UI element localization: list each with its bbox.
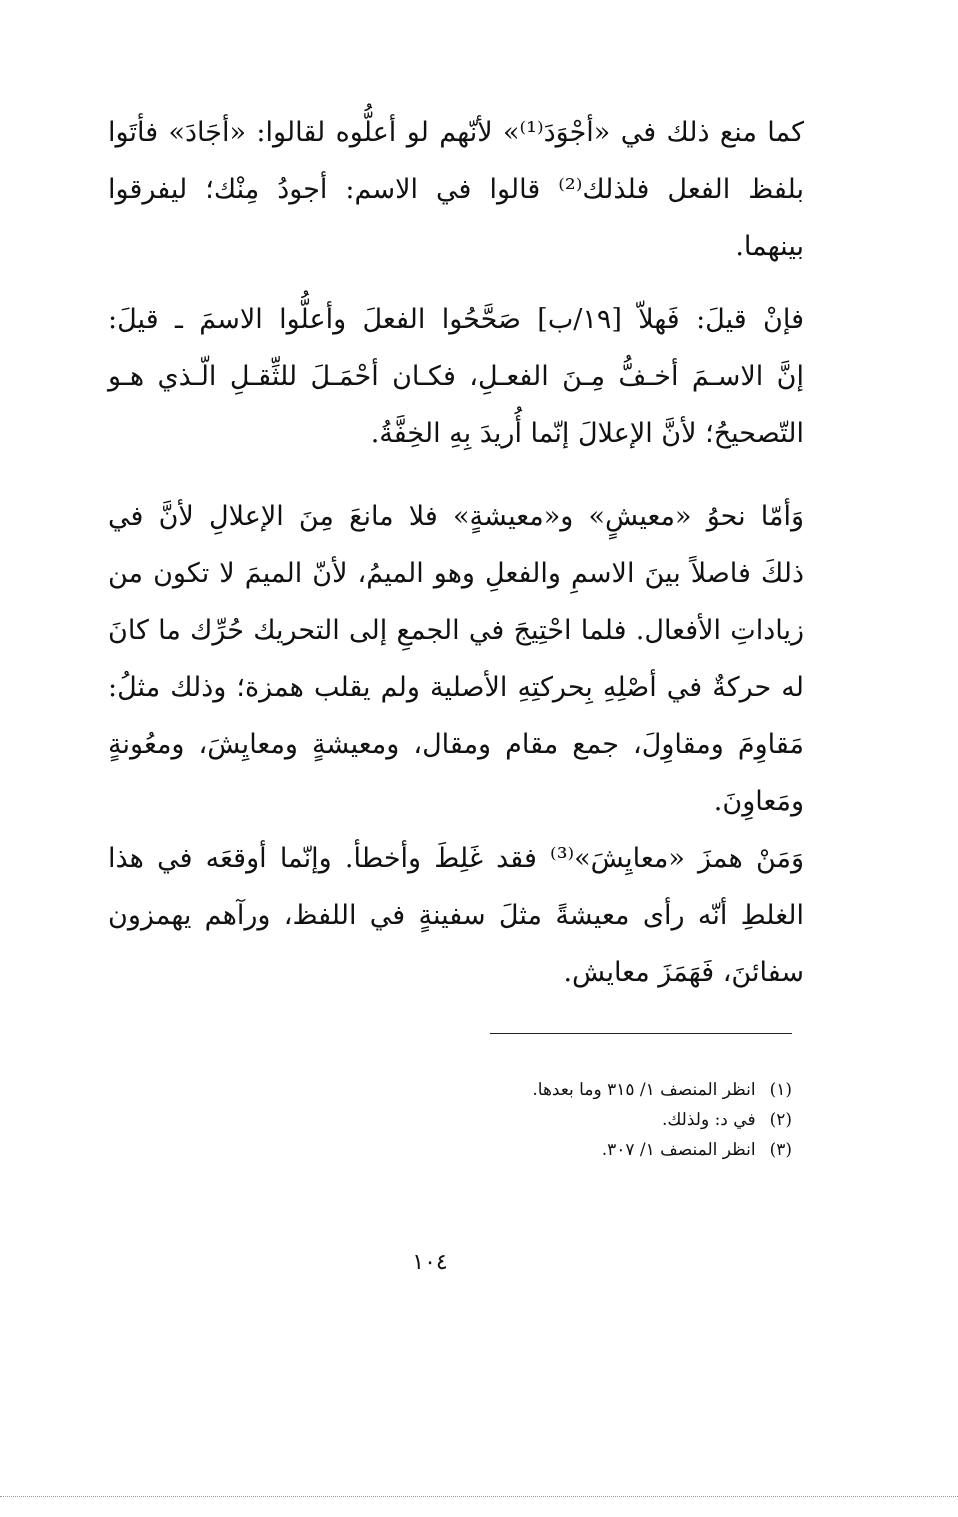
text-line: مَقاوِمَ ومقاوِلَ، جمع مقام ومقال، ومعيشةٍ ومعايِشَ، ومعُونةٍ: [108, 729, 804, 760]
footnote-text: انظر المنصف ١/ ٣١٥ وما بعدها.: [532, 1080, 756, 1100]
footnote-1: [532, 1075, 792, 1105]
text-line: وَمَنْ همزَ «معايِشَ»⁽³⁾ فقد غَلِطَ وأخطأ. وإنّما أوقعَه في هذا: [108, 843, 804, 874]
text-line: ومَعاوِنَ.: [713, 786, 804, 817]
text-line: بينهما.: [735, 231, 804, 262]
text-line: إنَّ الاسـمَ أخـفُّ مِـنَ الفعـلِ، فكـان أحْمَـلَ للثِّقـلِ الّـذي هـو: [108, 361, 804, 392]
text-line: الغلطِ أنّه رأى معيشةً مثلَ سفينةٍ في اللفظ، ورآهم يهمزون: [108, 900, 804, 931]
paragraph-2: [108, 291, 804, 462]
footnote-number: (١): [769, 1080, 792, 1100]
page-number: ١٠٤: [412, 1250, 448, 1275]
text-line: كما منع ذلك في «أجْوَدَ⁽¹⁾» لأنّهم لو أعلُّوه لقالوا: «أجَادَ» فأتَوا: [108, 117, 804, 148]
footnote-text: في د: ولذلك.: [661, 1110, 756, 1130]
text-line: زياداتِ الأفعال. فلما احْتِيجَ في الجمعِ إلى التحريك حُرِّك ما كانَ: [108, 615, 804, 646]
text-line: ذلكَ فاصلاً بينَ الاسمِ والفعلِ وهو الميمُ، لأنّ الميمَ لا تكون من: [108, 558, 804, 589]
text-line: سفائنَ، فَهَمَزَ معايش.: [563, 957, 804, 988]
footnote-text: انظر المنصف ١/ ٣٠٧.: [601, 1140, 756, 1160]
paragraph-1: [108, 104, 804, 275]
footnotes: [532, 1075, 792, 1165]
text-line: التّصحيحُ؛ لأنَّ الإعلالَ إنّما أُريدَ بِهِ الخِفَّةُ.: [370, 418, 804, 449]
scan-edge-divider: [0, 1496, 958, 1497]
footnote-number: (٢): [769, 1110, 792, 1130]
text-line: فإنْ قيلَ: فَهلاّ [١٩/ب] صَحَّحُوا الفعلَ وأعلُّوا الاسمَ ـ قيلَ:: [108, 304, 804, 335]
text-line: بلفظ الفعل فلذلك⁽²⁾ قالوا في الاسم: أجودُ مِنْك؛ ليفرقوا: [108, 174, 804, 205]
paragraph-4: [108, 830, 804, 1001]
footnote-separator: [490, 1033, 792, 1034]
footnote-3: [532, 1135, 792, 1165]
footnote-2: [532, 1105, 792, 1135]
footnote-number: (٣): [769, 1140, 792, 1160]
paragraph-3: [108, 488, 804, 830]
text-line: وَأمّا نحوُ «معيشٍ» و«معيشةٍ» فلا مانعَ مِنَ الإعلالِ لأنَّ في: [108, 501, 804, 532]
text-line: له حركةٌ في أصْلِهِ بِحركتِهِ الأصلية ولم يقلب همزة؛ وذلك مثلُ:: [108, 672, 804, 703]
